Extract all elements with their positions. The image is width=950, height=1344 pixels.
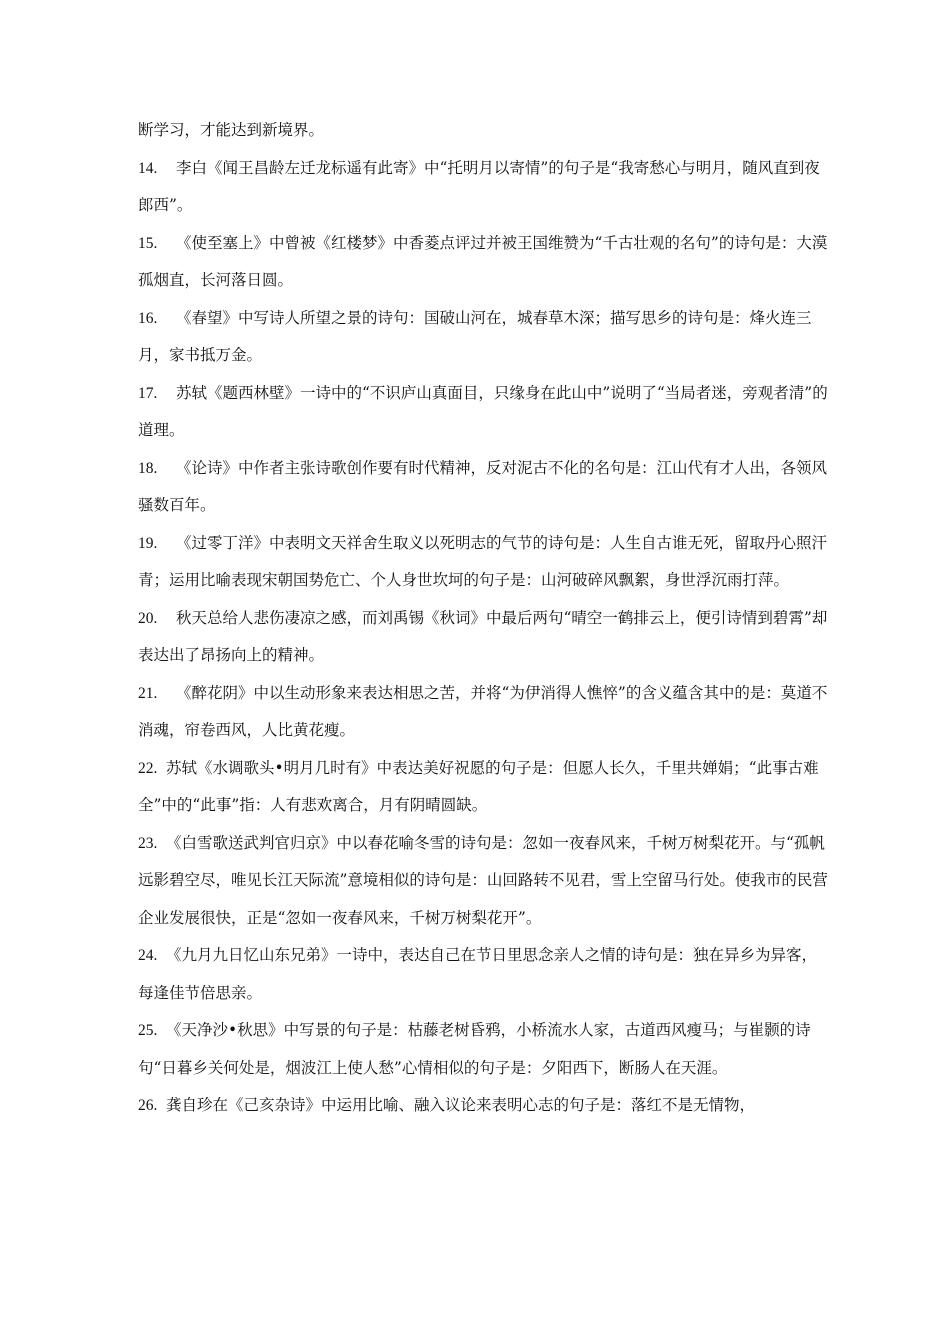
item-text: 秋天总给人悲伤凄凉之感，而刘禹锡《秋词》中最后两句“晴空一鹤排云上，便引诗情到碧霄”却表达出了昂扬向上的精神。 xyxy=(138,608,828,664)
item-text: 《使至塞上》中曾被《红楼梦》中香菱点评过并被王国维赞为“千古壮观的名句”的诗句是：大漠孤烟直，长河落日圆。 xyxy=(138,233,828,289)
list-item xyxy=(138,525,828,600)
item-number: 19. xyxy=(138,534,158,552)
item-number: 20. xyxy=(138,609,158,627)
item-text: 《天净沙•秋思》中写景的句子是：枯藤老树昏鸦，小桥流水人家，古道西风瘦马；与崔颢的诗句“日暮乡关何处是，烟波江上使人愁”心情相似的句子是：夕阳西下，断肠人在天涯。 xyxy=(138,1021,811,1077)
item-number: 21. xyxy=(138,684,158,702)
list-item xyxy=(138,150,828,225)
item-number: 22. xyxy=(138,759,158,777)
item-text: 《醉花阴》中以生动形象来表达相思之苦，并将“为伊消得人憔悴”的含义蕴含其中的是：莫道不消魂，帘卷西风，人比黄花瘦。 xyxy=(138,683,828,739)
item-text: 李白《闻王昌龄左迁龙标遥有此寄》中“托明月以寄情”的句子是“我寄愁心与明月，随风直到夜郎西”。 xyxy=(138,158,820,214)
item-text: 《春望》中写诗人所望之景的诗句：国破山河在，城春草木深；描写思乡的诗句是：烽火连三月，家书抵万金。 xyxy=(138,308,812,364)
continuation-text: 断学习，才能达到新境界。 xyxy=(138,121,325,139)
item-number: 26. xyxy=(138,1097,158,1114)
list-item xyxy=(138,825,828,938)
item-number: 23. xyxy=(138,834,158,852)
item-text: 《九月九日忆山东兄弟》一诗中，表达自己在节日里思念亲人之情的诗句是：独在异乡为异客，每逢佳节倍思亲。 xyxy=(138,946,818,1002)
list-item xyxy=(138,1012,828,1087)
item-text: 《过零丁洋》中表明文天祥舍生取义以死明志的气节的诗句是：人生自古谁无死，留取丹心照汗青；运用比喻表现宋朝国势危亡、个人身世坎坷的句子是：山河破碎风飘絮，身世浮沉雨打萍。 xyxy=(138,533,828,589)
item-number: 25. xyxy=(138,1022,158,1039)
item-text: 《白雪歌送武判官归京》中以春花喻冬雪的诗句是：忽如一夜春风来，千树万树梨花开。与“孤帆远影碧空尽，唯见长江天际流”意境相似的诗句是：山回路转不见君，雪上空留马行处。使我市的民营企业发展很快，正是“忽如一夜春风来，千树万树梨花开”。 xyxy=(138,833,828,927)
list-item xyxy=(138,450,828,525)
list-item xyxy=(138,1087,828,1125)
list-item xyxy=(138,675,828,750)
list-item xyxy=(138,600,828,675)
item-text: 苏轼《题西林壁》一诗中的“不识庐山真面目，只缘身在此山中”说明了“当局者迷，旁观者清”的道理。 xyxy=(138,383,828,439)
item-number: 14. xyxy=(138,159,158,177)
list-item xyxy=(138,937,828,1012)
item-number: 15. xyxy=(138,234,158,252)
item-number: 16. xyxy=(138,309,158,327)
list-item xyxy=(138,375,828,450)
list-item xyxy=(138,300,828,375)
list-item xyxy=(138,750,828,825)
item-number: 18. xyxy=(138,459,158,477)
item-number: 24. xyxy=(138,947,158,964)
document-body xyxy=(138,112,828,1125)
item-text: 苏轼《水调歌头•明月几时有》中表达美好祝愿的句子是：但愿人长久，千里共婵娟；“此事古难全”中的“此事”指：人有悲欢离合，月有阴晴圆缺。 xyxy=(138,758,819,814)
list-item xyxy=(138,225,828,300)
item-number: 17. xyxy=(138,384,158,402)
item-text: 龚自珍在《己亥杂诗》中运用比喻、融入议论来表明心志的句子是：落红不是无情物， xyxy=(166,1096,756,1114)
item-text: 《论诗》中作者主张诗歌创作要有时代精神，反对泥古不化的名句是：江山代有才人出，各领风骚数百年。 xyxy=(138,458,828,514)
